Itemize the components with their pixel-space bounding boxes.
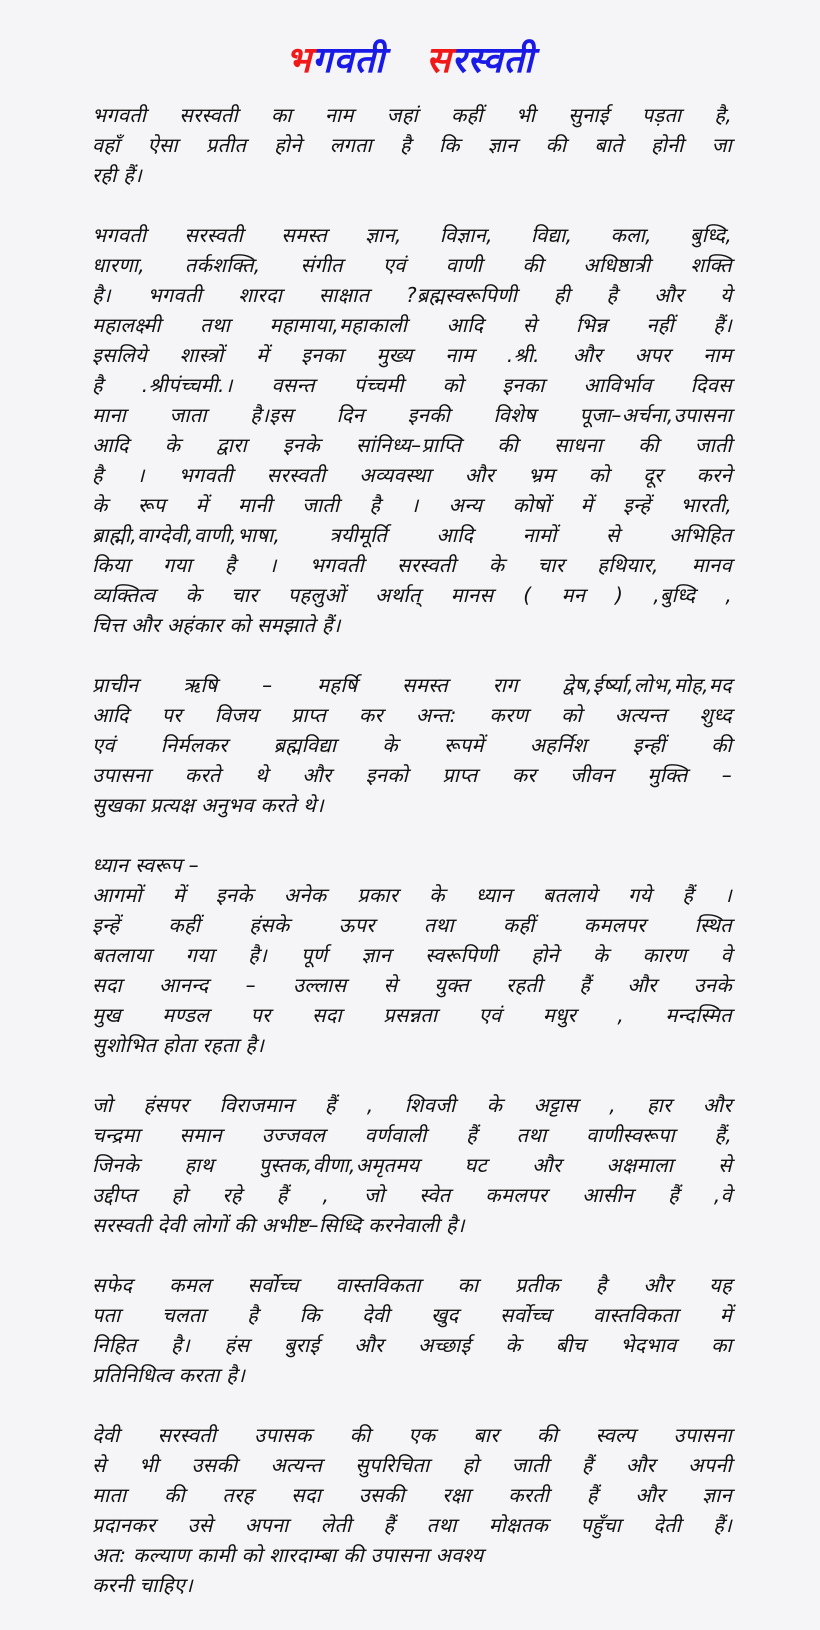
text-line: सरस्वती देवी लोगों की अभीष्ट–सिध्दि करनेवाली है। bbox=[92, 1213, 465, 1237]
text-line: मुख मण्डल पर सदा प्रसन्नता एवं मधुर , मन्दस्मित bbox=[92, 1003, 732, 1027]
text-line: प्राचीन ऋषि – महर्षि समस्त राग द्वेष,ईर्ष्या,लोभ,मोह,मद bbox=[92, 673, 732, 697]
text-line: प्रतिनिधित्व करता है। bbox=[92, 1363, 246, 1387]
title-word1-initial: भ bbox=[285, 40, 313, 81]
text-line: है। भगवती शारदा साक्षात ?ब्रह्मस्वरूपिणी ही है और ये bbox=[92, 283, 732, 307]
text-line: पता चलता है कि देवी खुद सर्वोच्च वास्तविकता में bbox=[92, 1303, 732, 1327]
text-line: देवी सरस्वती उपासक की एक बार की स्वल्प उपासना bbox=[92, 1423, 732, 1447]
paragraph-description bbox=[92, 220, 732, 640]
title-word2-initial: स bbox=[426, 40, 452, 81]
text-line: उपासना करते थे और इनको प्राप्त कर जीवन मुक्ति – bbox=[92, 763, 732, 787]
text-line: किया गया है । भगवती सरस्वती के चार हथियार, मानव bbox=[92, 553, 732, 577]
paragraph-swan bbox=[92, 1090, 732, 1240]
text-line: जो हंसपर विराजमान हैं , शिवजी के अट्टास , हार और bbox=[92, 1093, 732, 1117]
text-line: भगवती सरस्वती का नाम जहां कहीं भी सुनाई पड़ता है, bbox=[92, 103, 732, 127]
text-line: धारणा, तर्कशक्ति, संगीत एवं वाणी की अधिष्ठात्री शक्ति bbox=[92, 253, 732, 277]
text-line: उद्दीप्त हो रहे हैं , जो स्वेत कमलपर आसीन हैं ,वे bbox=[92, 1183, 732, 1207]
text-line: एवं निर्मलकर ब्रह्मविद्या के रूपमें अहर्निश इन्हीं की bbox=[92, 733, 732, 757]
text-line: इन्हें कहीं हंसके ऊपर तथा कहीं कमलपर स्थित bbox=[92, 913, 732, 937]
text-line: अत: कल्याण कामी को शारदाम्बा की उपासना अवश्य bbox=[92, 1543, 484, 1567]
title-word1-rest: गवती bbox=[312, 40, 386, 81]
paragraph-intro bbox=[92, 100, 732, 190]
text-line: व्यक्तित्व के चार पहलुओं अर्थात् मानस ( मन ) ,बुध्दि , bbox=[92, 583, 732, 607]
title-word2-rest: रस्वती bbox=[451, 40, 535, 81]
text-line: वहाँ ऐसा प्रतीत होने लगता है कि ज्ञान की बाते होनी जा bbox=[92, 133, 732, 157]
text-line: ब्राह्मी,वाग्देवी,वाणी,भाषा, त्रयीमूर्ति आदि नामों से अभिहित bbox=[92, 523, 732, 547]
paragraph-meditation-form bbox=[92, 850, 732, 1060]
text-line: इसलिये शास्त्रों में इनका मुख्य नाम .श्री. और अपर नाम bbox=[92, 343, 732, 367]
text-line: सफेद कमल सर्वोच्च वास्तविकता का प्रतीक है और यह bbox=[92, 1273, 732, 1297]
text-line: चन्द्रमा समान उज्जवल वर्णवाली हैं तथा वाणीस्वरूपा हैं, bbox=[92, 1123, 732, 1147]
paragraph-worship bbox=[92, 1420, 732, 1600]
text-line: करनी चाहिए। bbox=[92, 1573, 193, 1597]
text-line: भगवती सरस्वती समस्त ज्ञान, विज्ञान, विद्या, कला, बुध्दि, bbox=[92, 223, 732, 247]
paragraph-sages bbox=[92, 670, 732, 820]
text-line: सदा आनन्द – उल्लास से युक्त रहती हैं और उनके bbox=[92, 973, 732, 997]
text-line: बतलाया गया है। पूर्ण ज्ञान स्वरूपिणी होने के कारण वे bbox=[92, 943, 732, 967]
section-heading: ध्यान स्वरूप – bbox=[92, 853, 199, 877]
text-line: सुशोभित होता रहता है। bbox=[92, 1033, 265, 1057]
text-line: महालक्ष्मी तथा महामाया,महाकाली आदि से भिन्न नहीं हैं। bbox=[92, 313, 732, 337]
text-line: निहित है। हंस बुराई और अच्छाई के बीच भेदभाव का bbox=[92, 1333, 732, 1357]
text-line: आगमों में इनके अनेक प्रकार के ध्यान बतलाये गये हैं । bbox=[92, 883, 732, 907]
text-line: रही हैं। bbox=[92, 163, 143, 187]
text-line: है .श्रीपंच्चमी.। वसन्त पंच्चमी को इनका आविर्भाव दिवस bbox=[92, 373, 732, 397]
article-body bbox=[92, 100, 732, 1630]
text-line: माना जाता है।इस दिन इनकी विशेष पूजा–अर्चना,उपासना bbox=[92, 403, 732, 427]
text-line: है । भगवती सरस्वती अव्यवस्था और भ्रम को दूर करने bbox=[92, 463, 732, 487]
text-line: से भी उसकी अत्यन्त सुपरिचिता हो जाती हैं और अपनी bbox=[92, 1453, 732, 1477]
paragraph-lotus bbox=[92, 1270, 732, 1390]
text-line: आदि पर विजय प्राप्त कर अन्त: करण को अत्यन्त शुध्द bbox=[92, 703, 732, 727]
text-line: चित्त और अहंकार को समझाते हैं। bbox=[92, 613, 341, 637]
text-line: माता की तरह सदा उसकी रक्षा करती हैं और ज्ञान bbox=[92, 1483, 732, 1507]
text-line: आदि के द्वारा इनके सांनिध्य–प्राप्ति की साधना की जाती bbox=[92, 433, 732, 457]
page-title bbox=[0, 34, 820, 83]
text-line: जिनके हाथ पुस्तक,वीणा,अमृतमय घट और अक्षमाला से bbox=[92, 1153, 732, 1177]
text-line: सुखका प्रत्यक्ष अनुभव करते थे। bbox=[92, 793, 324, 817]
text-line: प्रदानकर उसे अपना लेती हैं तथा मोक्षतक पहुँचा देती हैं। bbox=[92, 1513, 732, 1537]
text-line: के रूप में मानी जाती है । अन्य कोषों में इन्हें भारती, bbox=[92, 493, 732, 517]
